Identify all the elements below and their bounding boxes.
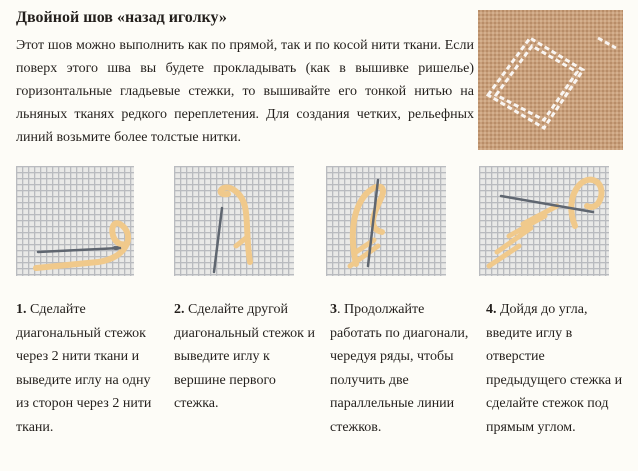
- step-3: [330, 298, 470, 439]
- step-2-number: 2.: [174, 302, 185, 317]
- intro-paragraph: Этот шов можно выполнить как по прямой, так и по косой нити ткани. Если поверх этого шва вы будете прокладывать (как в вышивке ришелье) горизонтальные гладьевые стежки, то вышивайте его тонкой нитью на льняных тканях редкого переплетения. Для создания четких, рельефных линий возьмите более толстые нитки.: [16, 38, 474, 145]
- step-2: [174, 298, 320, 416]
- step-2-text: Сделайте другой диагональный стежок и выведите иглу к вершине первого стежка.: [174, 302, 315, 411]
- step-1: [16, 298, 166, 439]
- linen-sample-photo: [478, 10, 623, 150]
- step-3-illustration: [326, 166, 446, 276]
- step-4-text: Дойдя до угла, введите иглу в отверстие предыдущего стежка и сделайте стежок под прямым углом.: [486, 302, 623, 435]
- step-2-illustration: [174, 166, 294, 276]
- step-3-number: 3: [330, 302, 337, 317]
- page-title: Двойной шов «назад иголку»: [16, 9, 227, 26]
- step-3-text: . Продолжайте работать по диагонали, чередуя ряды, чтобы получить две параллельные линии стежков.: [330, 302, 469, 435]
- step-4: [486, 298, 626, 439]
- step-4-illustration: [479, 166, 609, 276]
- step-4-number: 4.: [486, 302, 497, 317]
- step-1-illustration: [16, 166, 134, 276]
- step-1-text: Сделайте диагональный стежок через 2 нити ткани и выведите иглу на одну из сторон через 2 нити ткани.: [16, 302, 152, 435]
- intro-block: [16, 8, 474, 149]
- step-1-number: 1.: [16, 302, 27, 317]
